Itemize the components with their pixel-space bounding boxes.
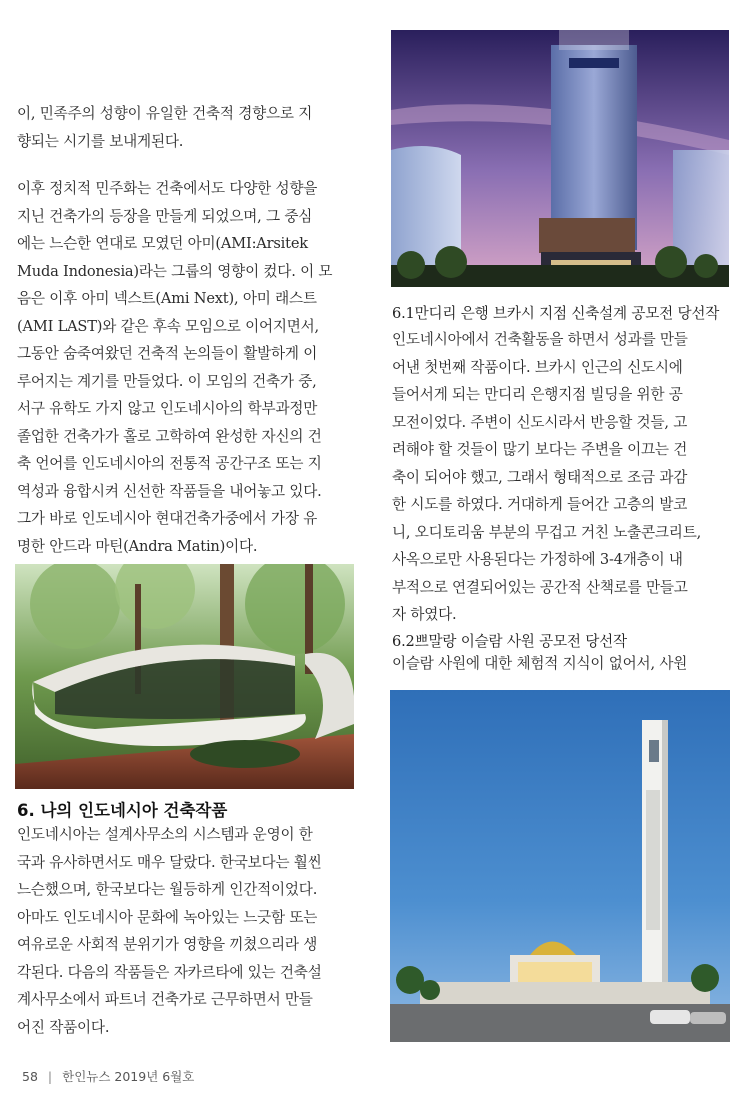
caption-mosque: 6.2쁘말랑 이슬람 사원 공모전 당선작 — [392, 633, 627, 650]
left-para-3: 인도네시아는 설계사무소의 시스템과 운영이 한 국과 유사하면서도 매우 달랐다. 한국보다는 훨씬 느슨했으며, 한국보다는 월등하게 인간적이었다. 아마도 인도네시아 문화에 녹아있는 느긋함 또는 여유로운 사회적 분위기가 영향을 끼쳤으리라 생 각된다. 다음의 작품들은 자카르타에 있는 건축설 계사무소에서 파트너 건축가로 근무하면서 만들 어진 작품이다. — [17, 826, 322, 1036]
caption-bank: 6.1만디리 은행 브카시 지점 신축설계 공모전 당선작 — [392, 305, 720, 322]
left-column — [17, 100, 353, 155]
right-column-bottom — [392, 650, 732, 678]
section-heading: 6. 나의 인도네시아 건축작품 — [17, 801, 228, 820]
bank-tower-illustration — [391, 30, 729, 287]
right-para-1: 인도네시아에서 건축활동을 하면서 성과를 만들 어낸 첫번째 작품이다. 브카시 인근의 신도시에 들어서게 되는 만디리 은행지점 빌딩을 위한 공 모전이었다. 주변이 신도시라서 반응할 것들, 고 려해야 할 것들이 많기 보다는 주변을 이끄는 건 축이 되어야 했고, 그래서 형태적으로 조금 과감 한 시도를 하였다. 거대하게 들어간 고층의 발코 니, 오디토리움 부분의 무겁고 거친 노출콘크리트, 사옥으로만 사용된다는 가정하에 3-4개층이 내 부적으로 연결되어있는 공간적 산책로를 만들고 자 하였다. — [392, 331, 702, 623]
mosque-illustration — [390, 690, 730, 1042]
left-para-2: 이후 정치적 민주화는 건축에서도 다양한 성향을 지닌 건축가의 등장을 만들게 되었으며, 그 중심 에는 느슨한 연대로 모였던 아미(AMI:Arsitek Muda Indonesia)라는 그룹의 영향이 컸다. 이 모 음은 이후 아미 넥스트(Ami Next), 아미 래스트 (AMI LAST)와 같은 후속 모임으로 이어지면서, 그동안 숨죽여왔던 건축적 논의들이 활발하게 이 루어지는 계기를 만들었다. 이 모임의 건축가 중, 서구 유학도 가지 않고 인도네시아의 학부과정만 졸업한 건축가가 홀로 고학하여 완성한 자신의 건 축 언어를 인도네시아의 전통적 공간구조 또는 지 역성과 융합시켜 신선한 작품들을 내어놓고 있다. 그가 바로 인도네시아 현대건축가중에서 가장 유 명한 안드라 마틴(Andra Matin)이다. — [17, 180, 333, 555]
bank-tower-photo — [391, 30, 729, 287]
page-number: 58 — [22, 1069, 38, 1084]
publication-name: 한인뉴스 2019년 6월호 — [62, 1069, 195, 1084]
left-column-bottom — [17, 821, 355, 1041]
left-para-1: 이, 민족주의 성향이 유일한 건축적 경향으로 지 향되는 시기를 보내게된다. — [17, 105, 313, 150]
shell-house-photo — [15, 564, 354, 789]
left-column-body — [17, 175, 355, 560]
mosque-photo — [390, 690, 730, 1042]
footer-separator: | — [47, 1069, 53, 1084]
right-para-2: 이슬람 사원에 대한 체험적 지식이 없어서, 사원 — [392, 655, 688, 672]
right-column-body — [392, 326, 732, 629]
page-footer — [22, 1067, 194, 1085]
shell-house-illustration — [15, 564, 354, 789]
